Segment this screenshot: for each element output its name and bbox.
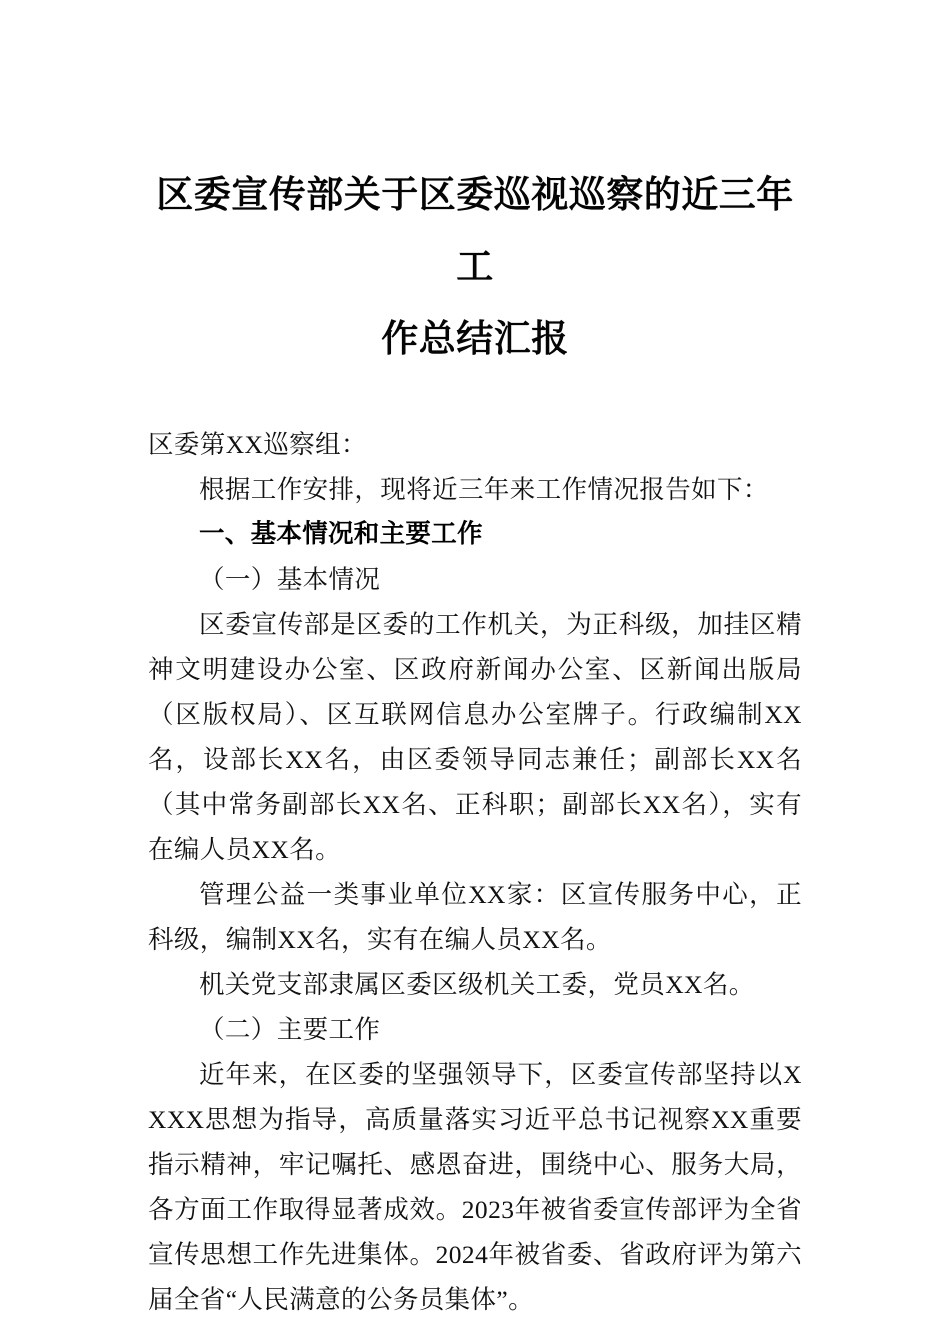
body-paragraph-3: 机关党支部隶属区委区级机关工委，党员XX名。 (199, 970, 755, 999)
document-title (148, 160, 802, 376)
document-content (148, 160, 802, 1322)
section-heading-1: 一、基本情况和主要工作 (199, 520, 483, 548)
document-title-line-2: 作总结汇报 (381, 319, 569, 360)
opening-paragraph: 根据工作安排，现将近三年来工作情况报告如下： (199, 475, 769, 504)
document-title-line-1: 区委宣传部关于区委巡视巡察的近三年工 (156, 175, 794, 288)
body-paragraph-2: 管理公益一类事业单位XX家：区宣传服务中心，正科级，编制XX名，实有在编人员XX名。 (148, 880, 802, 954)
title-spacer (148, 376, 802, 422)
body-paragraph-1: 区委宣传部是区委的工作机关，为正科级，加挂区精神文明建设办公室、区政府新闻办公室、区新闻出版局（区版权局）、区互联网信息办公室牌子。行政编制XX名，设部长XX名，由区委领导同志兼任；副部长XX名（其中常务副部长XX名、正科职；副部长XX名），实有在编人员XX名。 (148, 610, 802, 864)
subsection-heading-1-1: （一）基本情况 (199, 565, 381, 594)
subsection-heading-1-2: （二）主要工作 (199, 1015, 381, 1044)
addressee-line: 区委第XX巡察组： (148, 430, 367, 459)
body-paragraph-4: 近年来，在区委的坚强领导下，区委宣传部坚持以XXXX思想为指导，高质量落实习近平总书记视察XX重要指示精神，牢记嘱托、感恩奋进，围绕中心、服务大局，各方面工作取得显著成效。2023年被省委宣传部评为全省宣传思想工作先进集体。2024年被省委、省政府评为第六届全省“人民满意的公务员集体”。 (148, 1060, 802, 1314)
